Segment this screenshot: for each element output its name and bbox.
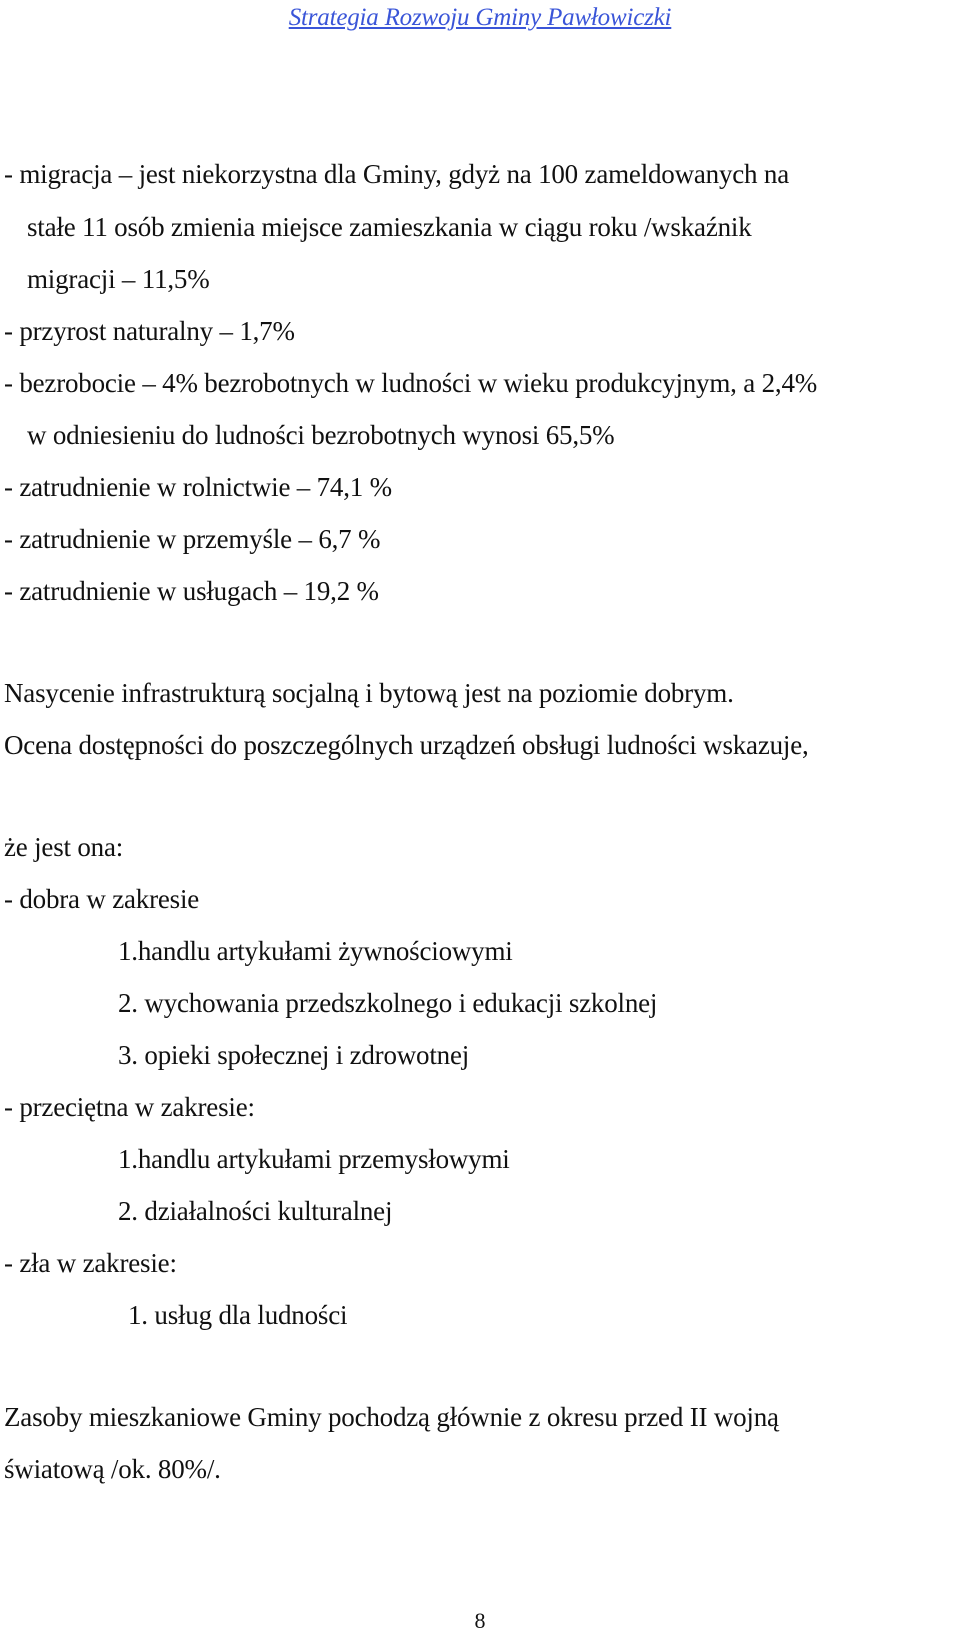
page-number: 8 bbox=[474, 1608, 486, 1633]
text-line-zasoby-cont: światową /ok. 80%/. bbox=[4, 1454, 221, 1484]
text-line-migracja-cont-1: stałe 11 osób zmienia miejsce zamieszkania w ciągu roku /wskaźnik bbox=[27, 212, 752, 242]
list-item-dobra-1: 1.handlu artykułami żywnościowymi bbox=[118, 936, 513, 966]
text-line-nasycenie: Nasycenie infrastrukturą socjalną i bytową jest na poziomie dobrym. bbox=[4, 678, 734, 708]
list-item-dobra-2: 2. wychowania przedszkolnego i edukacji szkolnej bbox=[118, 988, 658, 1018]
text-line-ocena: Ocena dostępności do poszczególnych urządzeń obsługi ludności wskazuje, bbox=[4, 730, 809, 760]
list-item-przecietna-1: 1.handlu artykułami przemysłowymi bbox=[118, 1144, 510, 1174]
text-line-jest-ona: że jest ona: bbox=[4, 832, 124, 862]
text-line-migracja-cont-2: migracji – 11,5% bbox=[27, 264, 210, 294]
text-line-zasoby: Zasoby mieszkaniowe Gminy pochodzą głównie z okresu przed II wojną bbox=[4, 1402, 779, 1432]
list-item-dobra-3: 3. opieki społecznej i zdrowotnej bbox=[118, 1040, 470, 1070]
text-line-dobra: - dobra w zakresie bbox=[4, 884, 200, 914]
text-line-rolnictwo: - zatrudnienie w rolnictwie – 74,1 % bbox=[4, 472, 392, 502]
document-header-title: Strategia Rozwoju Gminy Pawłowiczki bbox=[288, 4, 672, 31]
text-line-przemysl: - zatrudnienie w przemyśle – 6,7 % bbox=[4, 524, 381, 554]
text-line-zla: - zła w zakresie: bbox=[4, 1248, 177, 1278]
text-line-bezrobocie-cont: w odniesieniu do ludności bezrobotnych wynosi 65,5% bbox=[27, 420, 615, 450]
text-line-przecietna: - przeciętna w zakresie: bbox=[4, 1092, 255, 1122]
text-line-przyrost: - przyrost naturalny – 1,7% bbox=[4, 316, 295, 346]
text-line-migracja: - migracja – jest niekorzystna dla Gminy, gdyż na 100 zameldowanych na bbox=[4, 159, 789, 189]
list-item-zla-1: 1. usług dla ludności bbox=[128, 1300, 348, 1330]
list-item-przecietna-2: 2. działalności kulturalnej bbox=[118, 1196, 393, 1226]
text-line-uslugi: - zatrudnienie w usługach – 19,2 % bbox=[4, 576, 379, 606]
text-line-bezrobocie: - bezrobocie – 4% bezrobotnych w ludności w wieku produkcyjnym, a 2,4% bbox=[4, 368, 818, 398]
